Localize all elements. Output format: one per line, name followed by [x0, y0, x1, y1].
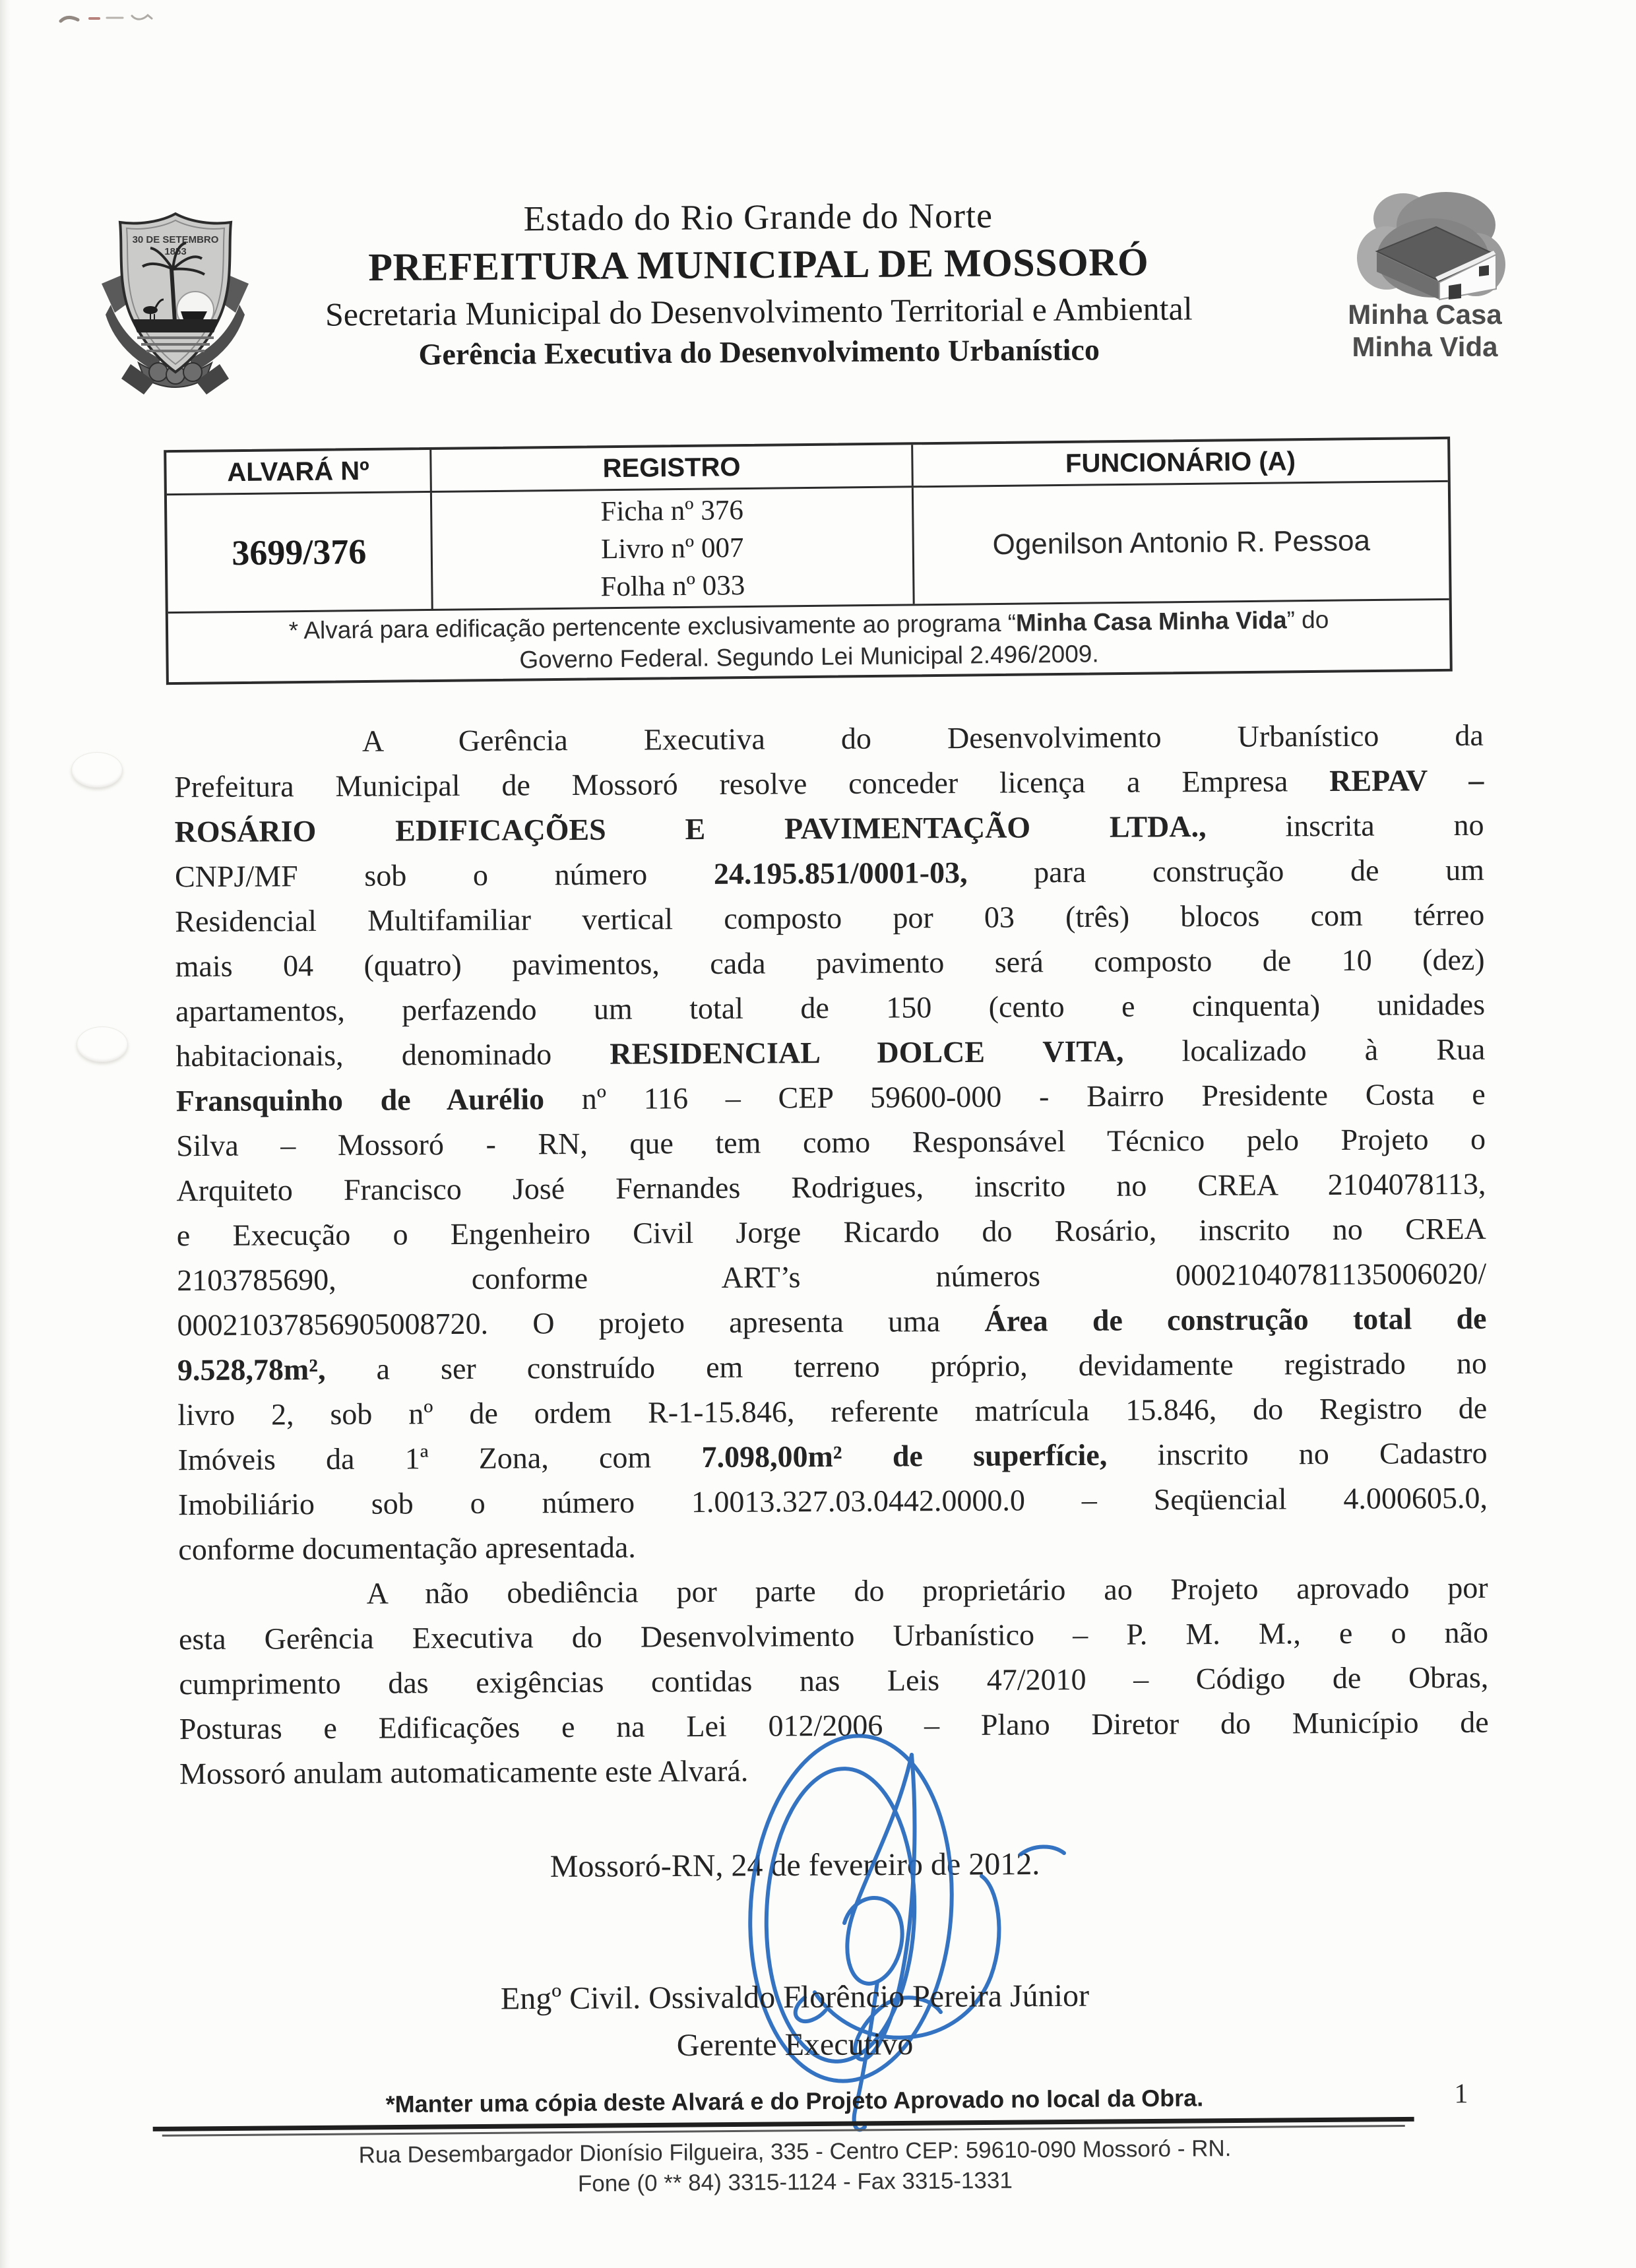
scan-edge-shadow	[0, 0, 11, 2268]
mcmv-label-block	[1316, 298, 1534, 363]
text-segment: nº 116 – CEP 59600-000 - Bairro Presidente Costa e	[544, 1077, 1486, 1116]
text-segment: Imóveis da 1ª Zona, com	[177, 1440, 702, 1477]
text-segment: mais 04 (quatro) pavimentos, cada pavimento será composto de 10 (dez)	[175, 942, 1485, 984]
body-line	[174, 758, 1484, 809]
body-line	[174, 803, 1484, 854]
bold-text-segment: 7.098,00m² de superfície,	[701, 1437, 1108, 1474]
minha-casa-minha-vida-logo	[1347, 189, 1505, 304]
text-segment: Imobiliário sob o número 1.0013.327.03.0442.0000.0 – Seqüencial 4.000605.0,	[177, 1480, 1488, 1522]
body-line	[178, 1521, 1488, 1572]
text-segment: Mossoró anulam automaticamente este Alvará.	[179, 1753, 749, 1791]
funcionario-name: Ogenilson Antonio R. Pessoa	[992, 524, 1371, 561]
signer-role: Gerente Executivo	[676, 2027, 914, 2063]
footer-address: Rua Desembargador Dionísio Filgueira, 335 - Centro CEP: 59610-090 Mossoró - RN.	[358, 2135, 1232, 2168]
footer-phone: Fone (0 ** 84) 3315-1124 - Fax 3315-1331	[577, 2167, 1013, 2197]
svg-text:30 DE SETEMBRO: 30 DE SETEMBRO	[132, 234, 219, 245]
table-note-line1	[288, 604, 1329, 647]
body-line	[177, 1251, 1486, 1303]
text-segment: inscrito no Cadastro	[1107, 1435, 1488, 1472]
permit-table	[164, 437, 1453, 685]
alvara-number-cell	[167, 493, 433, 612]
table-note-line2	[519, 638, 1099, 676]
body-line	[176, 1162, 1486, 1213]
text-segment: localizado à Rua	[1123, 1032, 1486, 1068]
text-segment: ” do	[1286, 606, 1329, 634]
header-state-line: Estado do Rio Grande do Norte	[523, 195, 993, 239]
alvara-number: 3699/376	[231, 532, 367, 573]
page-number: 1	[1454, 2079, 1468, 2110]
text-segment: Governo Federal. Segundo Lei Municipal 2.496/2009.	[519, 640, 1099, 674]
body-line	[175, 893, 1484, 944]
body-line	[178, 1476, 1488, 1527]
permit-table-data-row	[167, 482, 1449, 614]
permit-table-note	[168, 600, 1450, 682]
text-segment: livro 2, sob nº de ordem R-1-15.846, referente matrícula 15.846, do Registro de	[177, 1391, 1488, 1432]
text-segment: conforme documentação apresentada.	[178, 1530, 636, 1567]
bold-text-segment: Minha Casa Minha Vida	[1015, 606, 1287, 637]
text-segment: Silva – Mossoró - RN, que tem como Responsável Técnico pelo Projeto o	[175, 1121, 1486, 1163]
date-line: Mossoró-RN, 24 de fevereiro de 2012.	[550, 1846, 1040, 1884]
text-segment: * Alvará para edificação pertencente exclusivamente ao programa “	[288, 609, 1017, 645]
table-header-alvara-no: ALVARÁ Nº	[166, 450, 432, 493]
bold-text-segment: 9.528,78m²,	[177, 1352, 326, 1387]
bold-text-segment: RESIDENCIAL DOLCE VITA,	[610, 1034, 1124, 1071]
table-header-registro: REGISTRO	[431, 445, 914, 491]
bold-text-segment: 24.195.851/0001-03,	[713, 855, 968, 891]
text-segment: CNPJ/MF sob o número	[174, 856, 714, 894]
text-segment: inscrita no	[1206, 807, 1484, 844]
mcmv-label-line1: Minha Casa	[1348, 299, 1502, 330]
text-segment: apartamentos, perfazendo um total de 150 (cento e cinquenta) unidades	[175, 987, 1486, 1028]
punch-hole	[71, 752, 123, 788]
text-segment: A não obediência por parte do proprietário ao Projeto aprovado por	[366, 1570, 1488, 1610]
body-line	[176, 1072, 1486, 1123]
table-header-funcionario: FUNCIONÁRIO (A)	[1065, 446, 1296, 478]
body-line	[177, 1296, 1486, 1348]
registro-cell	[432, 488, 915, 609]
signer-name: Engº Civil. Ossivaldo Florêncio Pereira Júnior	[500, 1978, 1090, 2017]
document-header	[217, 191, 1300, 375]
text-segment: Prefeitura Municipal de Mossoró resolve conceder licença a Empresa	[174, 764, 1330, 804]
text-segment: Arquiteto Francisco José Fernandes Rodrigues, inscrito no CREA 2104078113,	[176, 1166, 1486, 1208]
body-line	[174, 713, 1484, 765]
footer	[0, 2071, 1636, 2229]
mcmv-label-line2: Minha Vida	[1352, 331, 1498, 362]
body-line	[177, 1341, 1487, 1393]
body-paragraph-1	[174, 713, 1488, 1572]
bold-text-segment: ROSÁRIO EDIFICAÇÕES E PAVIMENTAÇÃO LTDA.,	[174, 809, 1207, 849]
body-line	[176, 1117, 1486, 1168]
text-segment: 00021037856905008720. O projeto apresenta uma	[177, 1304, 985, 1342]
text-segment: a ser construído em terreno próprio, devidamente registrado no	[325, 1346, 1488, 1387]
registro-ficha: Ficha nº 376	[600, 494, 744, 527]
header-secretariat: Secretaria Municipal do Desenvolvimento Territorial e Ambiental	[325, 290, 1193, 333]
bold-text-segment: REPAV –	[1329, 763, 1484, 798]
text-segment: esta Gerência Executiva do Desenvolvimento Urbanístico – P. M. M., e o não	[178, 1615, 1489, 1656]
body-line	[177, 1431, 1487, 1482]
svg-text:1853: 1853	[164, 246, 187, 257]
bold-text-segment: Área de construção total de	[984, 1301, 1487, 1338]
body-line	[179, 1610, 1488, 1662]
pencil-marks-artifact	[58, 9, 177, 29]
body-line	[175, 1027, 1485, 1079]
text-segment: A Gerência Executiva do Desenvolvimento Urbanístico da	[362, 718, 1484, 758]
registro-folha: Folha nº 033	[600, 569, 745, 602]
bold-text-segment: Fransquinho de Aurélio	[175, 1082, 545, 1118]
text-segment: 2103785690, conforme ART’s números 00021040781135006020/	[177, 1256, 1487, 1298]
text-segment: e Execução o Engenheiro Civil Jorge Ricardo do Rosário, inscrito no CREA	[176, 1211, 1486, 1253]
text-segment: Posturas e Edificações e na Lei 012/2006 – Plano Diretor do Município de	[179, 1705, 1489, 1746]
funcionario-cell	[914, 482, 1449, 604]
body-text	[174, 713, 1490, 1796]
registro-livro: Livro nº 007	[600, 532, 744, 565]
body-line	[177, 1207, 1486, 1258]
text-segment: para construção de um	[967, 852, 1485, 889]
text-segment: cumprimento das exigências contidas nas Leis 47/2010 – Código de Obras,	[179, 1660, 1489, 1701]
punch-hole	[77, 1026, 128, 1062]
body-line	[175, 937, 1485, 989]
header-title: PREFEITURA MUNICIPAL DE MOSSORÓ	[368, 239, 1149, 290]
body-line	[175, 848, 1484, 899]
body-line	[179, 1655, 1488, 1707]
body-line	[179, 1565, 1488, 1617]
text-segment: habitacionais, denominado	[175, 1036, 610, 1073]
footer-keep-copy-note: *Manter uma cópia deste Alvará e do Projeto Aprovado no local da Obra.	[385, 2084, 1204, 2118]
header-department: Gerência Executiva do Desenvolvimento Urbanístico	[418, 332, 1100, 371]
body-line	[177, 1386, 1487, 1437]
text-segment: Residencial Multifamiliar vertical composto por 03 (três) blocos com térreo	[175, 897, 1485, 939]
body-line	[175, 982, 1485, 1034]
